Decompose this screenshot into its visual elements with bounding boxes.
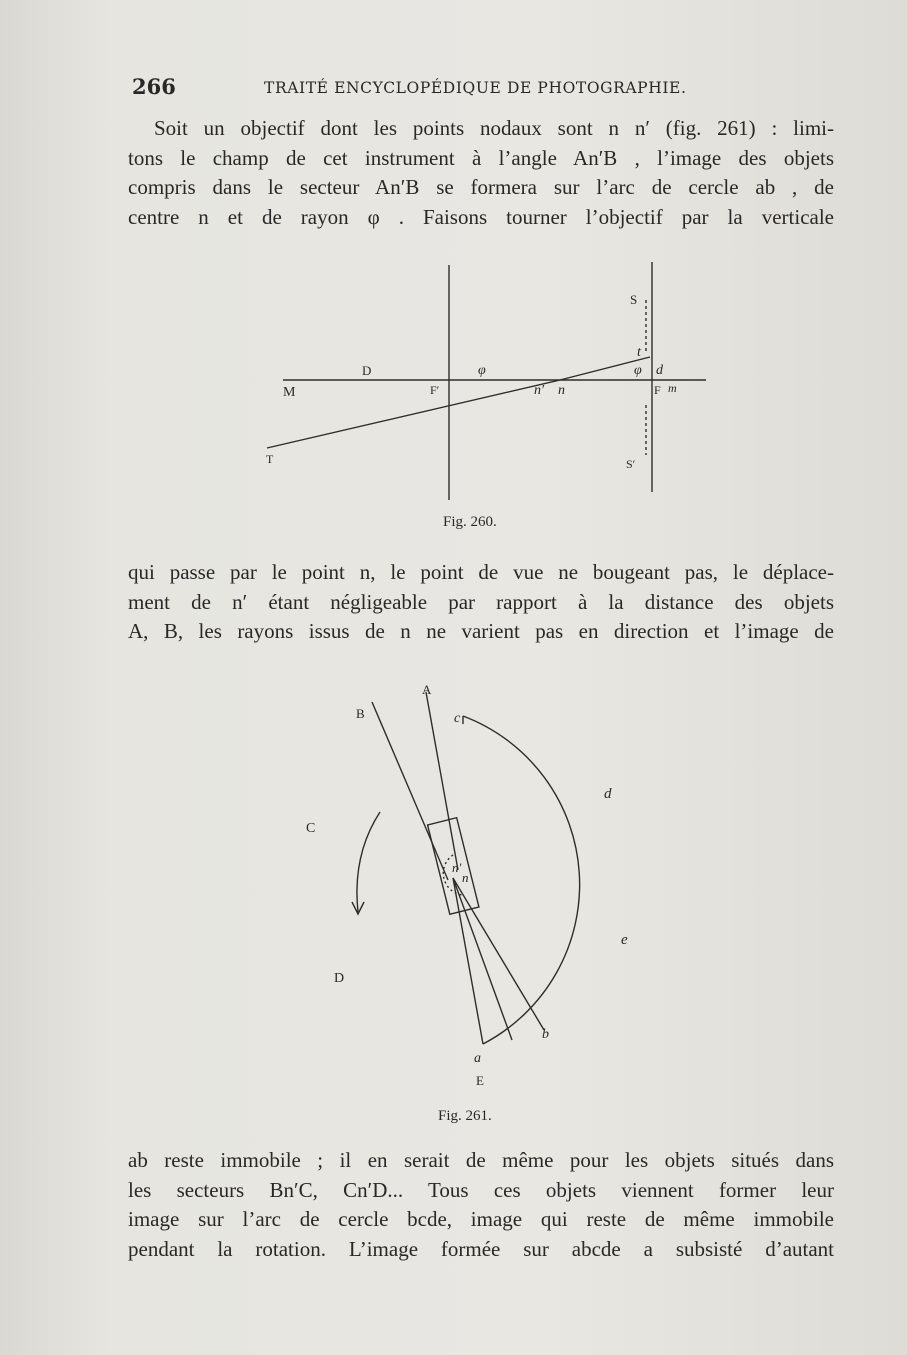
- label-n-prime: n′: [534, 383, 545, 398]
- label-d: d: [656, 363, 663, 378]
- text-line: compris dans le secteur An′B se formera sur l’arc de cercle ab , de: [128, 175, 834, 200]
- label-t: t: [637, 345, 641, 360]
- label-phi-right: φ: [634, 363, 642, 378]
- label-A: A: [422, 682, 432, 697]
- ray-mid: [453, 878, 512, 1040]
- label-D: D: [362, 363, 372, 378]
- label-phi-left: φ: [478, 363, 486, 378]
- running-title: TRAITÉ ENCYCLOPÉDIQUE DE PHOTOGRAPHIE.: [264, 79, 687, 97]
- text-line: centre n et de rayon φ . Faisons tourner l’objectif par la verticale: [128, 204, 834, 229]
- ray-B: [372, 702, 448, 880]
- label-c: c: [454, 711, 461, 726]
- label-S: S: [630, 292, 638, 307]
- label-d: d: [604, 786, 612, 802]
- page-number: 266: [132, 74, 176, 99]
- text-line: ab reste immobile ; il en serait de même pour les objets situés dans: [128, 1148, 834, 1172]
- text-line: ment de n′ étant négligeable par rapport à la distance des objets: [128, 589, 834, 614]
- label-B: B: [356, 706, 365, 721]
- label-S-prime: S′: [626, 457, 636, 471]
- text-line: pendant la rotation. L’image formée sur abcde a subsisté d’autant: [128, 1236, 834, 1261]
- text-line: qui passe par le point n, le point de vue ne bougeant pas, le déplace-: [128, 560, 834, 584]
- text-line: image sur l’arc de cercle bcde, image qui reste de même immobile: [128, 1207, 834, 1232]
- label-D: D: [334, 971, 345, 986]
- label-C: C: [306, 821, 316, 836]
- text-line: A, B, les rayons issus de n ne varient pas en direction et l’image de: [128, 619, 834, 644]
- text-line: Soit un objectif dont les points nodaux sont n n′ (fig. 261) : limi-: [154, 116, 834, 140]
- label-b: b: [542, 1027, 549, 1042]
- paragraph-3: [128, 1146, 834, 1264]
- label-n: n: [462, 870, 469, 885]
- label-F-left: F′: [430, 383, 440, 397]
- caption-fig-261: Fig. 261.: [438, 1108, 492, 1124]
- label-a: a: [474, 1051, 481, 1066]
- rotation-arrow: [357, 812, 380, 912]
- label-E: E: [476, 1073, 484, 1088]
- label-e: e: [621, 932, 628, 948]
- label-m: m: [668, 381, 677, 395]
- image-arc: [463, 716, 580, 1044]
- label-F-right: F: [654, 383, 661, 397]
- label-M: M: [283, 385, 296, 400]
- text-line: tons le champ de cet instrument à l’angle An′B , l’image des objets: [128, 145, 834, 170]
- label-n: n: [558, 383, 565, 398]
- text-line: les secteurs Bn′C, Cn′D... Tous ces objets viennent former leur: [128, 1177, 834, 1202]
- caption-fig-260: Fig. 260.: [443, 514, 497, 530]
- label-T: T: [266, 452, 274, 466]
- label-n-prime: n′: [452, 860, 462, 875]
